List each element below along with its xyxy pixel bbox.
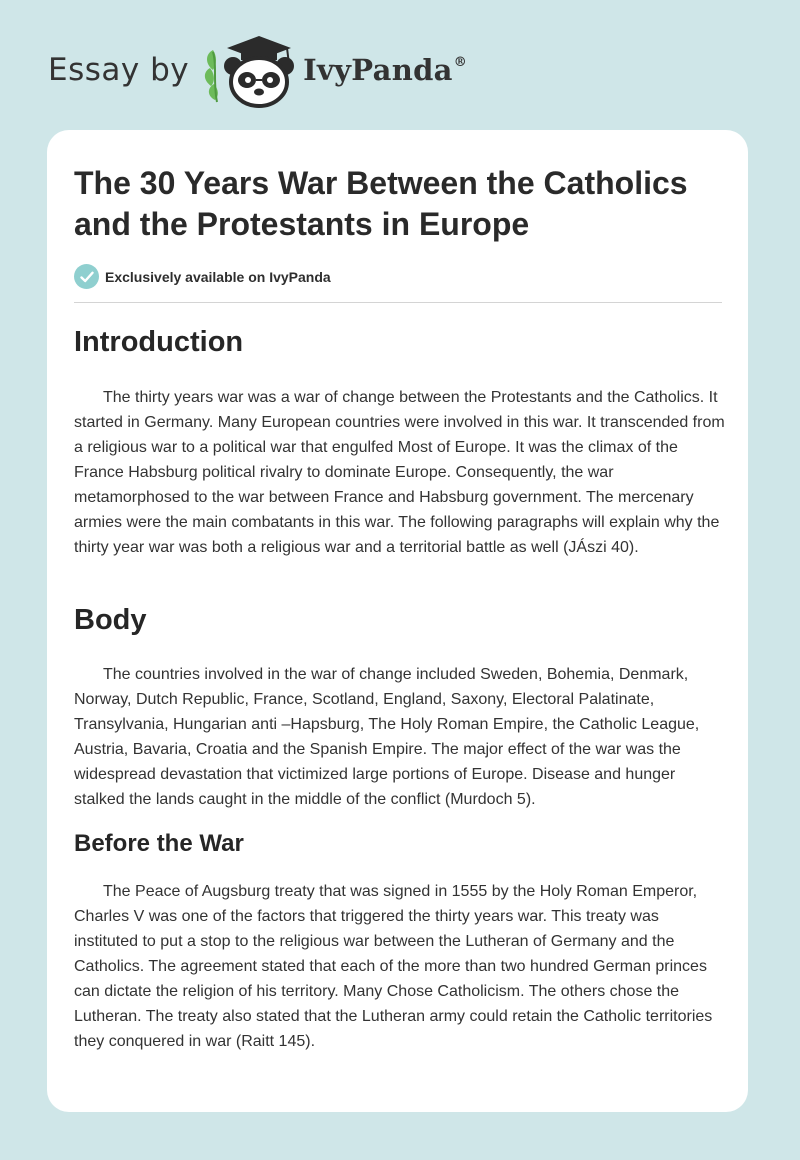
brand-name[interactable]: IvyPanda®: [303, 53, 468, 87]
section-heading-before-the-war: Before the War: [74, 830, 244, 857]
section-heading-body: Body: [74, 604, 147, 636]
section-heading-introduction: Introduction: [74, 326, 244, 358]
site-header: [48, 30, 467, 110]
ivypanda-logo-icon[interactable]: [203, 30, 299, 110]
essay-card: [47, 130, 748, 1112]
badge-label: Exclusively available on IvyPanda: [105, 268, 331, 285]
exclusive-badge: [74, 264, 331, 289]
divider: [74, 302, 722, 303]
section-paragraph-before-the-war: The Peace of Augsburg treaty that was signed in 1555 by the Holy Roman Emperor, Charles V was one of the factors that triggered the thirty years war. This treaty was instituted to put a stop to the religious war between the Lutheran of Germany and the Catholics. The agreement stated that each of the more than two hundred German princes can dictate the religion of his territory. Many Chose Catholicism. The others chose the Lutheran. The treaty also stated that the Lutheran army could retain the Catholic territories they conquered in war (Raitt 145).: [74, 883, 713, 1050]
section-paragraph-body: The countries involved in the war of change included Sweden, Bohemia, Denmark, Norway, Dutch Republic, France, Scotland, England, Saxony, Electoral Palatinate, Transylvania, Hungarian anti –Hapsburg, The Holy Roman Empire, the Catholic League, Austria, Bavaria, Croatia and the Spanish Empire. The major effect of the war was the widespread devastation that victimized large portions of Europe. Disease and hunger stalked the lands caught in the middle of the conflict (Murdoch 5).: [74, 666, 700, 808]
section-paragraph-introduction: The thirty years war was a war of change between the Protestants and the Catholics. It started in Germany. Many European countries were involved in this war. It transcended from a religious war to a political war that engulfed Most of Europe. It was the climax of the France Habsburg political rivalry to dominate Europe. Consequently, the war metamorphosed to the war between France and Habsburg government. The mercenary armies were the main combatants in this war. The following paragraphs will explain why the thirty year war was both a religious war and a territorial battle as well (JÁszi 40).: [74, 389, 725, 556]
essay-by-label: Essay by: [48, 52, 190, 88]
registered-mark: ®: [453, 55, 468, 70]
checkmark-icon: [74, 264, 99, 289]
page-title: The 30 Years War Between the Catholics and the Protestants in Europe: [74, 165, 688, 242]
